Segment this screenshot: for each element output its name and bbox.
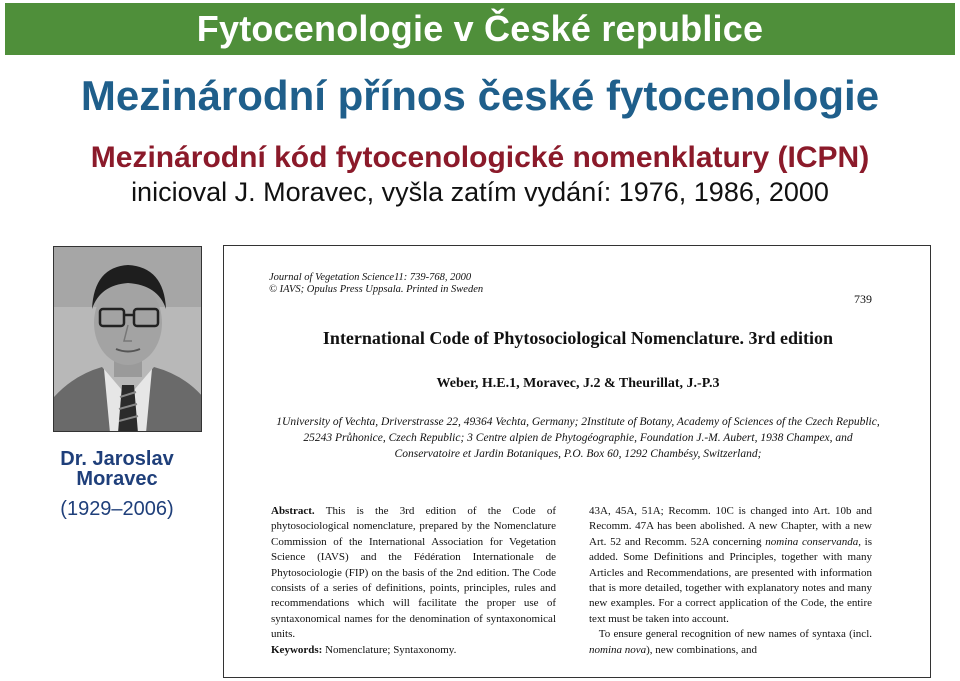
right-text-column — [589, 504, 872, 658]
header-bar — [5, 3, 955, 55]
portrait-illustration — [54, 247, 202, 432]
paper-affiliations: 1University of Vechta, Driverstrasse 22, 49364 Vechta, Germany; 2Institute of Botany, Academy of Sciences of the Czech Republic, 25243 Průhonice, Czech Republic; 3 Centre alpien de Phytogéographie, Foundation J.-M. Aubert, 1938 Champex, and Conservatoire et Jardin Botaniques, P.O. Box 60, 1292 Chambésy, Switzerland; — [276, 416, 880, 460]
paper-authors: Weber, H.E.1, Moravec, J.2 & Theurillat, J.-P.3 — [436, 376, 720, 391]
keywords-line — [271, 644, 456, 656]
caption-name-line2: Moravec — [76, 468, 158, 490]
right-col-part-c: To ensure general recognition of new names of syntaxa (incl. — [598, 628, 872, 641]
portrait-caption-years: (1929–2006) — [60, 498, 174, 520]
page-number: 739 — [854, 292, 872, 306]
right-col-part-b: , is added. Some Definitions and Principles, together with many Articles and Recommendations, are presented with information that is more detailed, together with explanatory notes and many new examples. For a correct application of the Code, the entire text must be taken into account. — [589, 535, 873, 625]
paper-title: International Code of Phytosociological Nomenclature. 3rd edition — [322, 328, 834, 348]
abstract-label: Abstract. — [271, 505, 315, 517]
keywords-text: Nomenclature; Syntaxonomy. — [325, 644, 457, 656]
paper-excerpt — [223, 245, 931, 678]
right-col-italic-b: nomina nova — [589, 643, 647, 656]
keywords-label: Keywords: — [271, 644, 323, 656]
right-col-part-d: ), new combinations, and — [646, 643, 758, 656]
abstract-text: This is the 3rd edition of the Code of phytosociological nomenclature, prepared by the Nomenclature Commission of the International Association for Vegetation Science (IAVS) and the Fédération Internationale de Phytosociologie (FIP) on the basis of the 2nd edition. The Code consists of a series of definitions, points, principles, rules and recommendations which will facilitate the proper use of syntaxonomical names for the denomination of syntaxonomical units. — [271, 505, 556, 641]
subline: inicioval J. Moravec, vyšla zatím vydání: 1976, 1986, 2000 — [131, 177, 829, 207]
header-title: Fytocenologie v České republice — [196, 8, 764, 49]
journal-line-2: © IAVS; Opulus Press Uppsala. Printed in Sweden — [269, 284, 484, 295]
journal-line-1: Journal of Vegetation Science11: 739-768, 2000 — [269, 272, 472, 283]
right-col-part-a: 43A, 45A, 51A; Recomm. 10C is changed into Art. 10b and Recomm. 47A has been abolished. A new Chapter, with a new Art. 52 and Recomm. 52A concerning — [589, 505, 872, 548]
right-col-italic-a: nomina conservanda — [765, 535, 859, 548]
journal-citation — [269, 272, 483, 296]
subhead: Mezinárodní kód fytocenologické nomenklatury (ICPN) — [90, 141, 870, 174]
portrait-photo — [53, 246, 202, 432]
portrait-caption-name — [44, 449, 190, 489]
caption-name-line1: Dr. Jaroslav — [60, 448, 174, 470]
abstract-column — [271, 504, 556, 643]
headline: Mezinárodní přínos české fytocenologie — [80, 72, 880, 119]
